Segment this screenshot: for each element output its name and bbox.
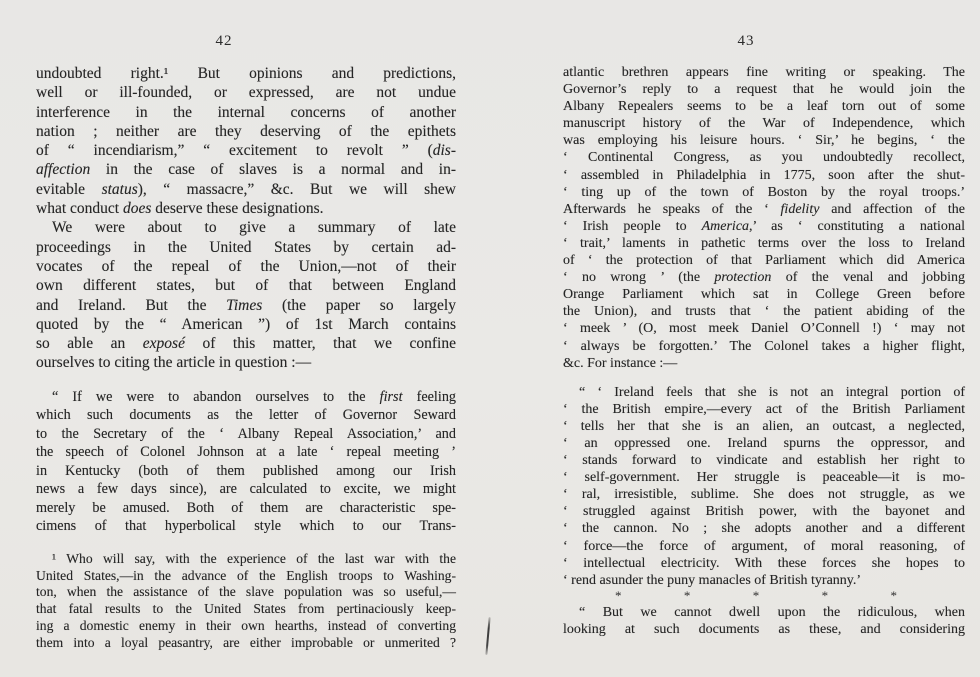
text-line: the speech of Colonel Johnson at a late ‘ repeal meeting ’ (36, 444, 456, 461)
text-line: ‘ struggled against British power, with the bayonet and (563, 504, 965, 520)
text-line: ‘ rend asunder the puny manacles of British tyranny.’ (563, 572, 862, 588)
text-line: of “ incendiarism,” “ excitement to revolt ” (dis- (36, 142, 456, 160)
asterisk: * (821, 587, 829, 603)
text-line: ‘ meek ’ (O, most meek Daniel O’Connell !) ‘ may not (563, 321, 965, 337)
quote-block-continued (563, 64, 965, 372)
text-line: ‘ Irish people to America,’ as ‘ constituting a national (563, 218, 966, 234)
text-line: undoubted right.¹ But opinions and predictions, (36, 65, 456, 82)
scan-artifact-mark (485, 617, 490, 655)
text-line: ¹ Who will say, with the experience of the last war with the (52, 550, 456, 566)
page-number-right: 43 (737, 33, 755, 49)
text-line: ‘ stands forward to vindicate and establish her right to (563, 453, 965, 469)
text-line: cimens of that hyperbolical style which to our Trans- (36, 518, 456, 535)
text-line: ‘ the British empire,—every act of the British Parliament (563, 401, 965, 417)
text-line: “ But we cannot dwell upon the ridiculous, when (579, 604, 965, 620)
text-line: news a few days since), are calculated to excite, we might (36, 481, 456, 498)
text-line: ‘ Continental Congress, as you undoubtedly recollect, (563, 150, 965, 166)
closing-paragraph (563, 604, 965, 638)
text-line: proceedings in the United States by certain ad- (36, 238, 456, 256)
text-line: ‘ tells her that she is an alien, an outcast, a neglected, (563, 418, 965, 434)
text-line: so able an exposé of this matter, that we confine (36, 335, 456, 353)
text-line: was employing his leisure hours. ‘ Sir,’ he begins, ‘ the (563, 133, 965, 149)
text-line: ‘ always be forgotten.’ The Colonel takes a higher flight, (563, 338, 965, 354)
text-line: ‘ ting up of the town of Boston by the royal troops.’ (563, 184, 965, 200)
text-line: well or ill-founded, or expressed, are not undue (36, 84, 456, 102)
text-line: of ‘ the protection of that Parliament which did America (563, 253, 965, 269)
text-line: merely be amused. Both of them are characteristic spe- (36, 499, 456, 516)
text-line: to the Secretary of the ‘ Albany Repeal Association,’ and (36, 425, 456, 442)
text-line: Governor’s reply to a request that he would join the (563, 82, 965, 98)
text-line: ton, when the assistance of the slave population was so useful,— (36, 584, 456, 600)
asterisk: * (683, 587, 691, 603)
text-line: and Ireland. But the Times (the paper so largely (36, 296, 456, 314)
text-line: evitable status), “ massacre,” &c. But we will shew (36, 180, 456, 198)
text-line: ing a domestic enemy in their own hearths, instead of converting (36, 617, 456, 633)
text-line: interference in the internal concerns of another (36, 103, 456, 121)
text-line: which such documents as the letter of Governor Seward (36, 407, 456, 424)
paragraph-continued (36, 64, 456, 218)
text-line: Afterwards he speaks of the ‘ fidelity and affection of the (563, 201, 965, 217)
paragraph (36, 218, 456, 372)
text-line: ‘ the cannon. No ; she adopts another and a different (563, 521, 965, 537)
text-line: affection in the case of slaves is a normal and in- (36, 161, 456, 179)
text-line: United States,—in the advance of the English troops to Washing- (36, 567, 456, 583)
text-line: atlantic brethren appears fine writing or speaking. The (563, 65, 965, 80)
text-line: “ ‘ Ireland feels that she is not an integral portion of (579, 384, 965, 400)
asterisk: * (752, 587, 760, 603)
text-line: ‘ intellectual electricity. With these forces she hopes to (563, 555, 965, 571)
text-line: vocates of the repeal of the Union,—not of their (36, 257, 456, 275)
text-line: ‘ assembled in Philadelphia in 1775, soon after the shut- (563, 167, 965, 183)
asterisk: * (890, 587, 897, 603)
quote-block (36, 388, 456, 536)
text-line: ourselves to citing the article in question :— (36, 354, 312, 372)
text-line: ‘ an oppressed one. Ireland spurns the oppressor, and (563, 435, 965, 451)
text-line: ‘ force—the force of argument, of moral reasoning, of (563, 538, 965, 554)
text-line: Albany Repealers seems to be a leaf torn out of some (563, 99, 965, 115)
text-line: in Kentucky (both of them published among our Irish (36, 462, 456, 479)
text-line: Orange Parliament which sat in College Green before (563, 287, 965, 303)
text-line: ‘ ral, irresistible, sublime. She does not struggle, as we (563, 487, 965, 503)
asterisk: * (615, 587, 622, 603)
text-line: looking at such documents as these, and considering (563, 621, 965, 637)
text-line: own different states, but of that between England (36, 277, 456, 295)
asterisk-separator (563, 589, 965, 603)
text-line: manuscript history of the War of Independence, which (563, 116, 965, 132)
text-line: the Union), and trusts that ‘ the patient abiding of the (563, 304, 965, 320)
text-line: “ If we were to abandon ourselves to the first feeling (52, 388, 457, 405)
text-line: ‘ self-government. Her struggle is peaceable—it is mo- (563, 470, 965, 486)
text-line: ‘ no wrong ’ (the protection of the venal and jobbing (563, 270, 965, 286)
text-line: We were about to give a summary of late (52, 219, 456, 237)
book-page-right (563, 33, 965, 638)
text-line: quoted by the “ American ”) of 1st March contains (36, 315, 456, 333)
text-line: what conduct does deserve these designations. (36, 200, 324, 218)
text-line: nation ; neither are they deserving of the epithets (36, 122, 456, 140)
inner-quote-block (563, 384, 965, 589)
text-line: ‘ trait,’ laments in pathetic terms over the loss to Ireland (563, 235, 965, 251)
text-line: them into a loyal peasantry, are either improbable or unmerited ? (36, 634, 456, 650)
page-number-left: 42 (215, 33, 233, 49)
text-line: that fatal results to the United States from pertinaciously keep- (36, 601, 456, 617)
text-line: &c. For instance :— (563, 355, 678, 371)
footnote-block (36, 551, 456, 652)
book-page-left (36, 33, 456, 652)
